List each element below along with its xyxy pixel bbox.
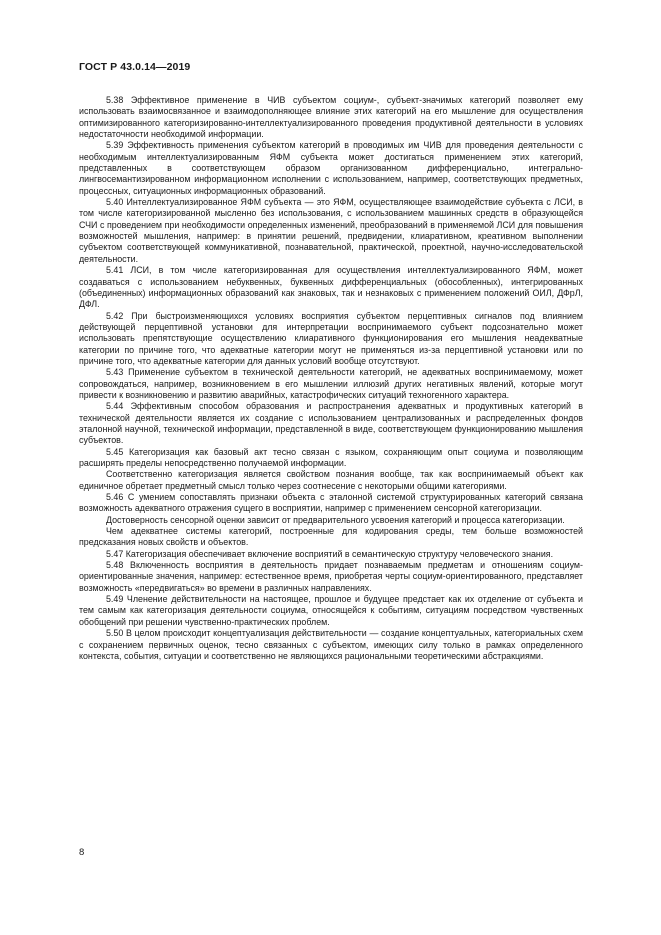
paragraph-5-50: 5.50 В целом происходит концептуализация действительности — создание концептуальных, категориальных схем с сохранением первичных оценок, тесно связанных с субъектом, имеющих силу только в рамках определенного контекста, события, ситуации и соответственно не являющихся рациональными теоретическими абстракциями. bbox=[79, 628, 583, 661]
paragraph-5-46-reliability: Достоверность сенсорной оценки зависит от предварительного усвоения категорий и процесса категоризации. bbox=[106, 514, 565, 525]
paragraph-5-41: 5.41 ЛСИ, в том числе категоризированная для осуществления интеллектуализированного ЯФМ, может создаваться с использованием небуквенных, буквенных дифференциальных (обособленных), интегрированных (объединенных) информационных образований как знаковых, так и незнаковых с применением положений ОИЛ, ДФрЛ, ДФЛ. bbox=[79, 265, 583, 310]
standard-code-header: ГОСТ Р 43.0.14—2019 bbox=[79, 61, 191, 73]
paragraph-5-45: 5.45 Категоризация как базовый акт тесно связан с языком, сохраняющим опыт социума и позволяющим расширять пределы непосредственно получаемой информации. bbox=[79, 446, 583, 468]
body-text bbox=[79, 95, 583, 662]
paragraph-5-39: 5.39 Эффективность применения субъектом категорий в проводимых им ЧИВ для проведения деятельности с необходимым интеллектуализированным ЯФМ субъекта может достигаться применением этих категорий, представленных в соответствующем образом организованном дифференциально, интегрально-лингвосемантизированном информационном исполнении с использованием, например, соответствующих предметных, процессных, ситуационных информационных образований. bbox=[79, 140, 583, 196]
paragraph-5-46-adequacy: Чем адекватнее системы категорий, построенные для кодирования среды, тем больше возможностей предсказания новых свойств и объектов. bbox=[79, 526, 583, 548]
paragraph-5-47: 5.47 Категоризация обеспечивает включение восприятий в семантическую структуру человеческого знания. bbox=[106, 548, 554, 559]
paragraph-5-49: 5.49 Членение действительности на настоящее, прошлое и будущее предстает как их отделение от субъекта и тем самым как категоризация деятельности социума, относящейся к событиям, ситуациям посредством чувственных обобщений при решении чувственно-практических проблем. bbox=[79, 594, 583, 627]
page-number: 8 bbox=[79, 847, 85, 858]
paragraph-5-43: 5.43 Применение субъектом в технической деятельности категорий, не адекватных воспринимаемому, может сопровождаться, например, возникновением в его мышлении иллюзий других негативных явлений, которые могут привести к возникновению и развитию аварийных, катастрофических ситуаций техногенного характера. bbox=[79, 367, 583, 400]
paragraph-5-45-continued: Соответственно категоризация является свойством познания вообще, так как воспринимаемый объект как единичное обретает предметный смысл только через соотнесение с некоторыми общими категориями. bbox=[79, 469, 583, 491]
paragraph-5-48: 5.48 Включенность восприятия в деятельность придает познаваемым предметам и отношениям социум-ориентированные значения, например: естественное время, приобретая черты социум-ориентированного, представляет возможность «передвигаться» во времени в различных направлениях. bbox=[79, 560, 583, 593]
paragraph-5-38: 5.38 Эффективное применение в ЧИВ субъектом социум-, субъект-значимых категорий позволяет ему использовать взаимосвязанное и взаимодополняющее влияние этих категорий на его мышление для осуществления оптимизированного категоризированно-интеллектуализированного проведения продуктивной деятельности в условиях недостаточности необходимой информации. bbox=[79, 95, 583, 140]
paragraph-5-40: 5.40 Интеллектуализированное ЯФМ субъекта — это ЯФМ, осуществляющее взаимодействие субъекта с ЛСИ, в том числе категоризированной мысленно без использования, с использованием машинных средств в образующейся СЧИ с проведением при необходимости определенных изменений, преобразований в применяемой ЛСИ для повышения возможностей мышления, например: в принятии решений, предвидении, клиаративном, креативном выполнении субъектом соответствующей коммуникативной, познавательной, практической, проектной, научно-исследовательской деятельности. bbox=[79, 197, 583, 264]
paragraph-5-44: 5.44 Эффективным способом образования и распространения адекватных и продуктивных категорий в технической деятельности является их создание с использованием централизованных и распределенных фондов эталонной научной, технической информации, представленной в виде, соответствующем функционированию мышления субъектов. bbox=[79, 401, 583, 446]
paragraph-5-46: 5.46 С умением сопоставлять признаки объекта с эталонной системой структурированных категорий связана возможность адекватного отражения сущего в восприятии, например с применением сенсорной категоризации. bbox=[79, 492, 583, 514]
paragraph-5-42: 5.42 При быстроизменяющихся условиях восприятия субъектом перцептивных сигналов под влиянием действующей перцептивной установки для интерпретации воспринимаемого субъект подсознательно может использовать препятствующие осуществлению клиаративного функционирования его мышления неадекватные категории по причине того, что адекватные категории могут не применяться из-за перцептивной установки или по причине того, что адекватные категории для данных условий вообще отсутствуют. bbox=[79, 310, 583, 366]
